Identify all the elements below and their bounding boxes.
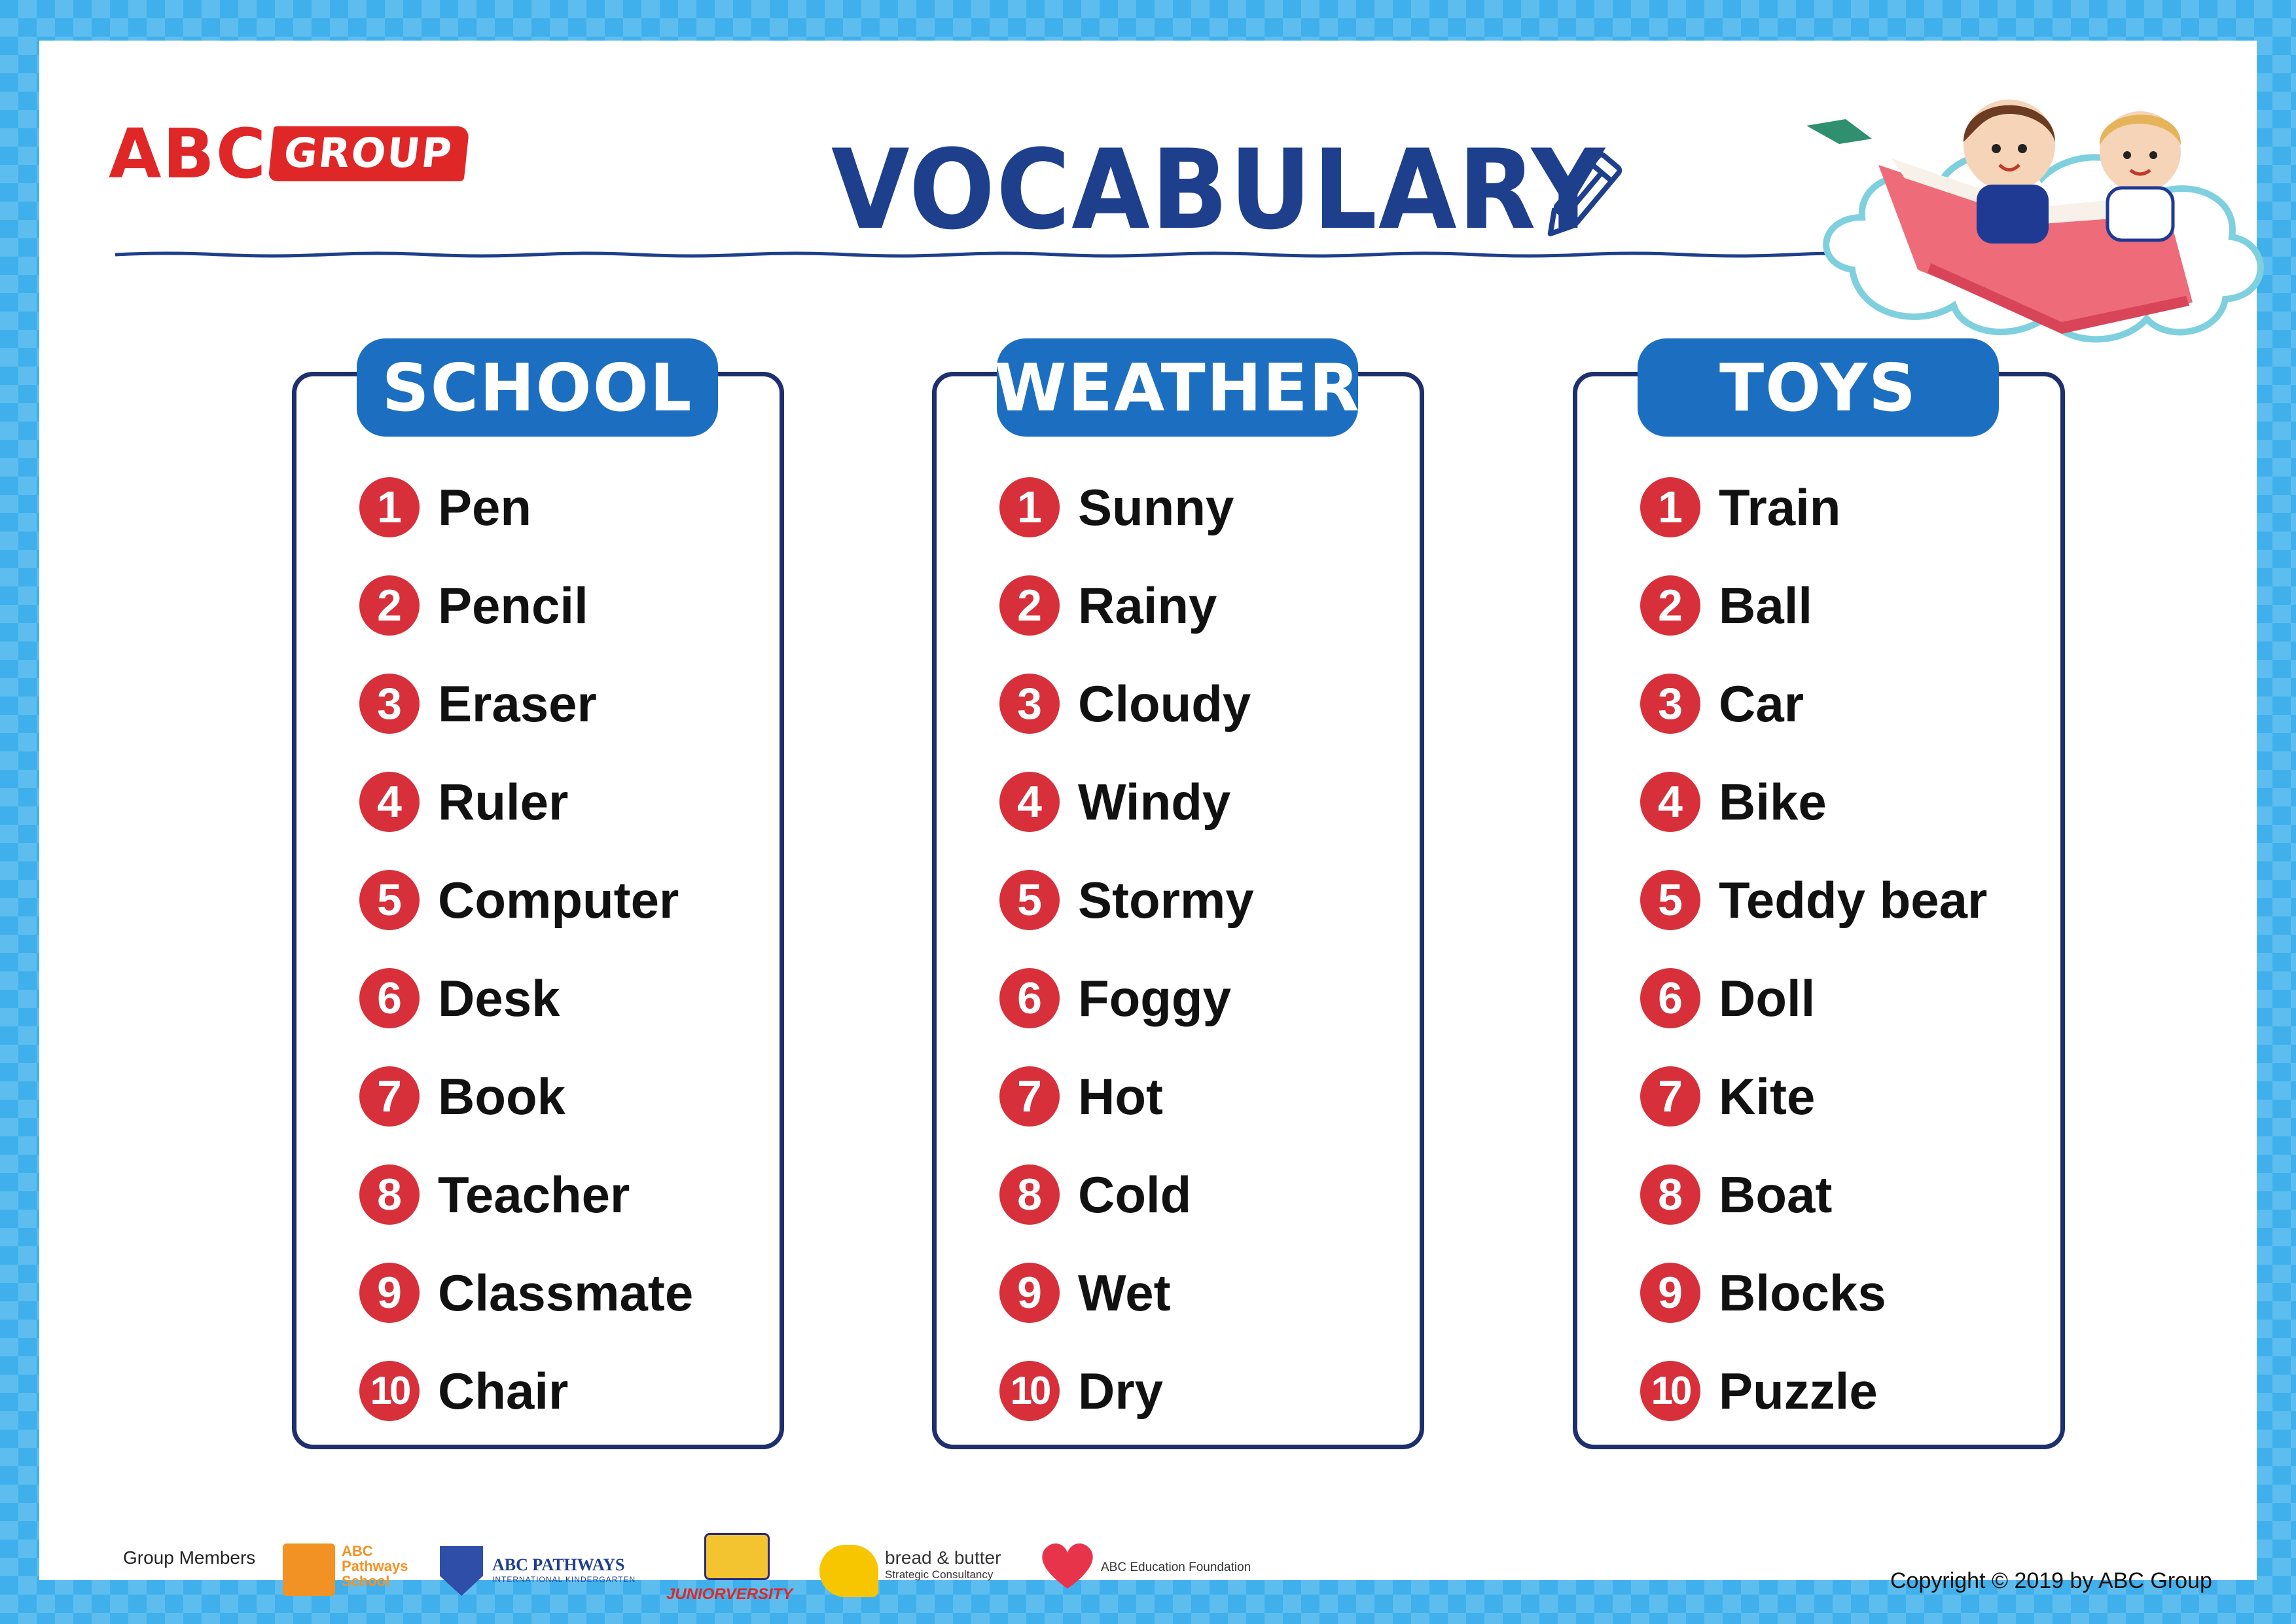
vocabulary-poster [39, 41, 2257, 1603]
list-item [1640, 1064, 1815, 1129]
vocabulary-word: Teacher [438, 1165, 630, 1223]
member-line: ABC [342, 1543, 373, 1559]
copyright-text: Copyright © 2019 by ABC Group [1890, 1568, 2212, 1593]
vocabulary-word: Desk [438, 969, 560, 1027]
list-item [1640, 1162, 1832, 1227]
member-line: School [342, 1573, 390, 1590]
number-badge: 6 [1640, 968, 1700, 1028]
vocabulary-word: Windy [1078, 772, 1231, 831]
list-item [999, 573, 1217, 638]
shield-logo-icon [440, 1546, 483, 1596]
group-members-label: Group Members [123, 1547, 256, 1568]
number-badge: 4 [1640, 772, 1700, 832]
list-item [1640, 475, 1840, 540]
list-item [999, 1260, 1171, 1326]
number-badge: 1 [359, 477, 420, 537]
abc-education-foundation-logo [1038, 1534, 1267, 1600]
column-header-toys: TOYS [1638, 338, 1999, 437]
number-badge: 4 [999, 772, 1060, 832]
vocabulary-word: Classmate [438, 1263, 694, 1322]
number-badge: 5 [1640, 870, 1700, 930]
number-badge: 2 [359, 575, 420, 636]
list-item [999, 867, 1254, 933]
vocabulary-word: Cloudy [1078, 674, 1251, 732]
list-item [1640, 573, 1812, 638]
vocabulary-word: Computer [438, 871, 679, 929]
number-badge: 9 [359, 1263, 420, 1323]
list-item [1640, 965, 1815, 1031]
vocabulary-word: Ruler [438, 772, 569, 831]
number-badge: 10 [999, 1361, 1060, 1421]
list-item [1640, 867, 1987, 933]
list-item [999, 769, 1230, 835]
vocabulary-word: Stormy [1078, 871, 1254, 929]
vocabulary-word: Blocks [1719, 1263, 1886, 1322]
number-badge: 8 [359, 1164, 420, 1225]
number-badge: 1 [999, 477, 1060, 537]
vocabulary-word: Sunny [1078, 478, 1234, 536]
member-line: ABC Education Foundation [1101, 1561, 1251, 1574]
number-badge: 7 [359, 1066, 420, 1127]
number-badge: 6 [999, 968, 1060, 1028]
number-badge: 3 [359, 674, 420, 734]
vocabulary-word: Wet [1078, 1263, 1171, 1322]
vocabulary-word: Doll [1719, 969, 1816, 1027]
column-toys [1573, 349, 2065, 1449]
number-badge: 3 [999, 674, 1060, 734]
list-item [999, 1064, 1163, 1129]
number-badge: 10 [359, 1361, 420, 1421]
member-line: ABC PATHWAYS [492, 1555, 625, 1574]
list-item [999, 475, 1234, 540]
list-item [359, 475, 531, 540]
column-header-school: SCHOOL [357, 338, 718, 437]
vocabulary-word: Boat [1719, 1165, 1833, 1223]
heart-icon [1038, 1540, 1097, 1592]
list-item [1640, 1260, 1886, 1326]
vocabulary-word: Pen [438, 478, 532, 536]
list-item [1640, 769, 1827, 835]
list-item [999, 671, 1251, 736]
column-weather [932, 349, 1424, 1449]
bb-logo-icon [819, 1545, 878, 1597]
member-line: bread & butter [885, 1547, 1001, 1568]
vocabulary-word: Train [1719, 478, 1841, 536]
column-header-weather: WEATHER [997, 338, 1358, 437]
logo-abc-text: ABC [109, 114, 268, 194]
vocabulary-word: Hot [1078, 1067, 1163, 1125]
list-item [359, 573, 588, 638]
member-line: Pathways [342, 1558, 408, 1575]
star-logo-icon [283, 1543, 335, 1596]
crest-logo-icon [704, 1533, 770, 1580]
list-item [999, 965, 1231, 1031]
list-item [359, 1358, 568, 1424]
column-school [292, 349, 784, 1449]
list-item [1640, 1358, 1878, 1424]
abc-pathways-kindergarten-logo [440, 1540, 662, 1605]
vocabulary-word: Dry [1078, 1362, 1164, 1420]
list-item [1640, 671, 1804, 736]
number-badge: 5 [999, 870, 1060, 930]
vocabulary-word: Teddy bear [1719, 871, 1988, 929]
juniorversity-logo [666, 1533, 810, 1612]
member-line: JUNIORVERSITY [666, 1585, 793, 1603]
number-badge: 9 [1640, 1263, 1700, 1323]
vocabulary-word: Ball [1719, 576, 1813, 634]
pencil-icon [1532, 145, 1630, 250]
number-badge: 2 [1640, 575, 1700, 636]
vocabulary-word: Pencil [438, 576, 588, 634]
number-badge: 7 [1640, 1066, 1700, 1127]
number-badge: 8 [999, 1164, 1060, 1225]
list-item [999, 1358, 1163, 1424]
number-badge: 10 [1640, 1361, 1700, 1421]
number-badge: 9 [999, 1263, 1060, 1323]
list-item [359, 1162, 630, 1227]
list-item [359, 1064, 565, 1129]
vocabulary-word: Rainy [1078, 576, 1217, 634]
vocabulary-word: Puzzle [1719, 1362, 1878, 1420]
number-badge: 8 [1640, 1164, 1700, 1225]
number-badge: 2 [999, 575, 1060, 636]
number-badge: 3 [1640, 674, 1700, 734]
page-title: VOCABULARY [831, 126, 1606, 254]
abc-pathways-school-logo [283, 1540, 427, 1605]
list-item [999, 1162, 1191, 1227]
number-badge: 4 [359, 772, 420, 832]
number-badge: 7 [999, 1066, 1060, 1127]
list-item [359, 1260, 693, 1326]
vocabulary-word: Cold [1078, 1165, 1192, 1223]
vocabulary-word: Chair [438, 1362, 569, 1420]
kids-on-book-illustration [1800, 54, 2296, 368]
list-item [359, 769, 568, 835]
member-line: INTERNATIONAL KINDERGARTEN [492, 1575, 636, 1584]
title-underline [115, 251, 1882, 258]
list-item [359, 965, 560, 1031]
vocabulary-word: Foggy [1078, 969, 1231, 1027]
logo-group-text: GROUP [268, 126, 470, 181]
vocabulary-word: Car [1719, 674, 1804, 732]
vocabulary-word: Book [438, 1067, 565, 1125]
vocabulary-word: Eraser [438, 674, 597, 732]
number-badge: 5 [359, 870, 420, 930]
bread-and-butter-logo [819, 1538, 1016, 1604]
member-line: Strategic Consultancy [885, 1568, 994, 1581]
vocabulary-word: Bike [1719, 772, 1827, 831]
list-item [359, 671, 597, 736]
list-item [359, 867, 679, 933]
abc-group-logo [109, 111, 467, 196]
number-badge: 6 [359, 968, 420, 1028]
number-badge: 1 [1640, 477, 1700, 537]
vocabulary-word: Kite [1719, 1067, 1816, 1125]
